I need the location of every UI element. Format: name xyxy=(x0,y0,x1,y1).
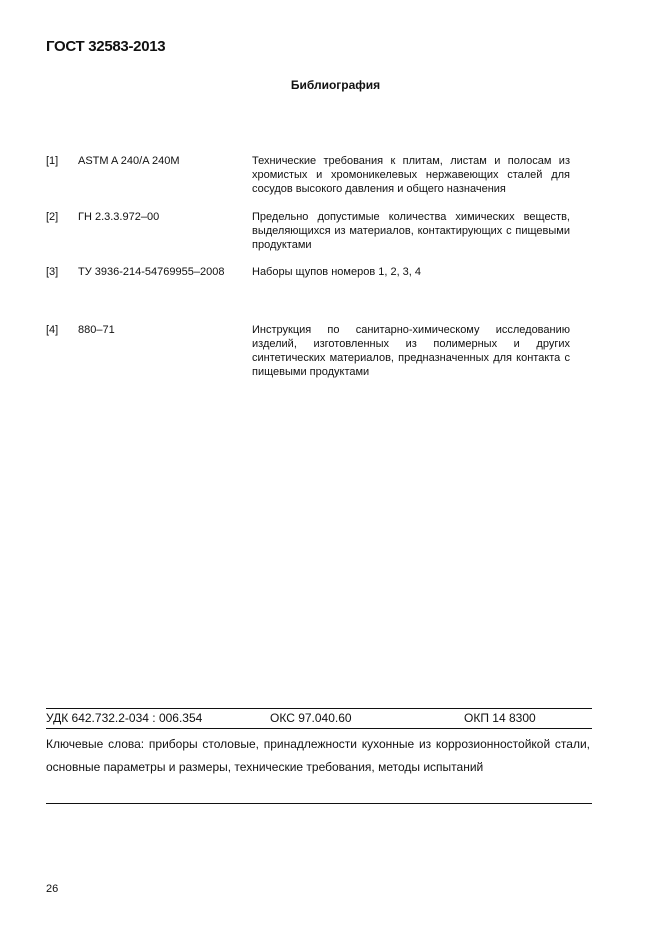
standard-id: ГОСТ 32583-2013 xyxy=(46,38,166,55)
udk-code: УДК 642.732.2-034 : 006.354 xyxy=(46,711,203,725)
reference-description: Предельно допустимые количества химических веществ, выделяющихся из материалов, контактирующих с пищевыми продуктами xyxy=(252,211,570,251)
reference-code: ТУ 3936-214-54769955–2008 xyxy=(78,266,225,278)
reference-number: [1] xyxy=(46,155,59,167)
reference-description: Технические требования к плитам, листам и полосам из хромистых и хромоникелевых нержавеющих сталей для сосудов высокого давления и общего назначения xyxy=(252,155,570,195)
reference-code: 880–71 xyxy=(78,324,115,336)
reference-code: ASTM A 240/A 240M xyxy=(78,155,180,167)
middle-divider xyxy=(46,728,592,729)
reference-code: ГН 2.3.3.972–00 xyxy=(78,211,160,223)
section-title: Библиография xyxy=(290,78,381,92)
okp-code: ОКП 14 8300 xyxy=(464,711,536,725)
oks-code: ОКС 97.040.60 xyxy=(270,711,352,725)
keywords-text: Ключевые слова: приборы столовые, принадлежности кухонные из коррозионностойкой стали, основные параметры и размеры, технические требования, методы испытаний xyxy=(46,737,590,774)
reference-description: Инструкция по санитарно-химическому исследованию изделий, изготовленных из полимерных и других синтетических материалов, предназначенных для контакта с пищевыми продуктами xyxy=(252,324,570,378)
bottom-divider xyxy=(46,803,592,804)
top-divider xyxy=(46,708,592,709)
reference-number: [2] xyxy=(46,211,59,223)
reference-description: Наборы щупов номеров 1, 2, 3, 4 xyxy=(252,266,422,278)
reference-number: [3] xyxy=(46,266,59,278)
page-number: 26 xyxy=(46,883,59,895)
reference-number: [4] xyxy=(46,324,59,336)
